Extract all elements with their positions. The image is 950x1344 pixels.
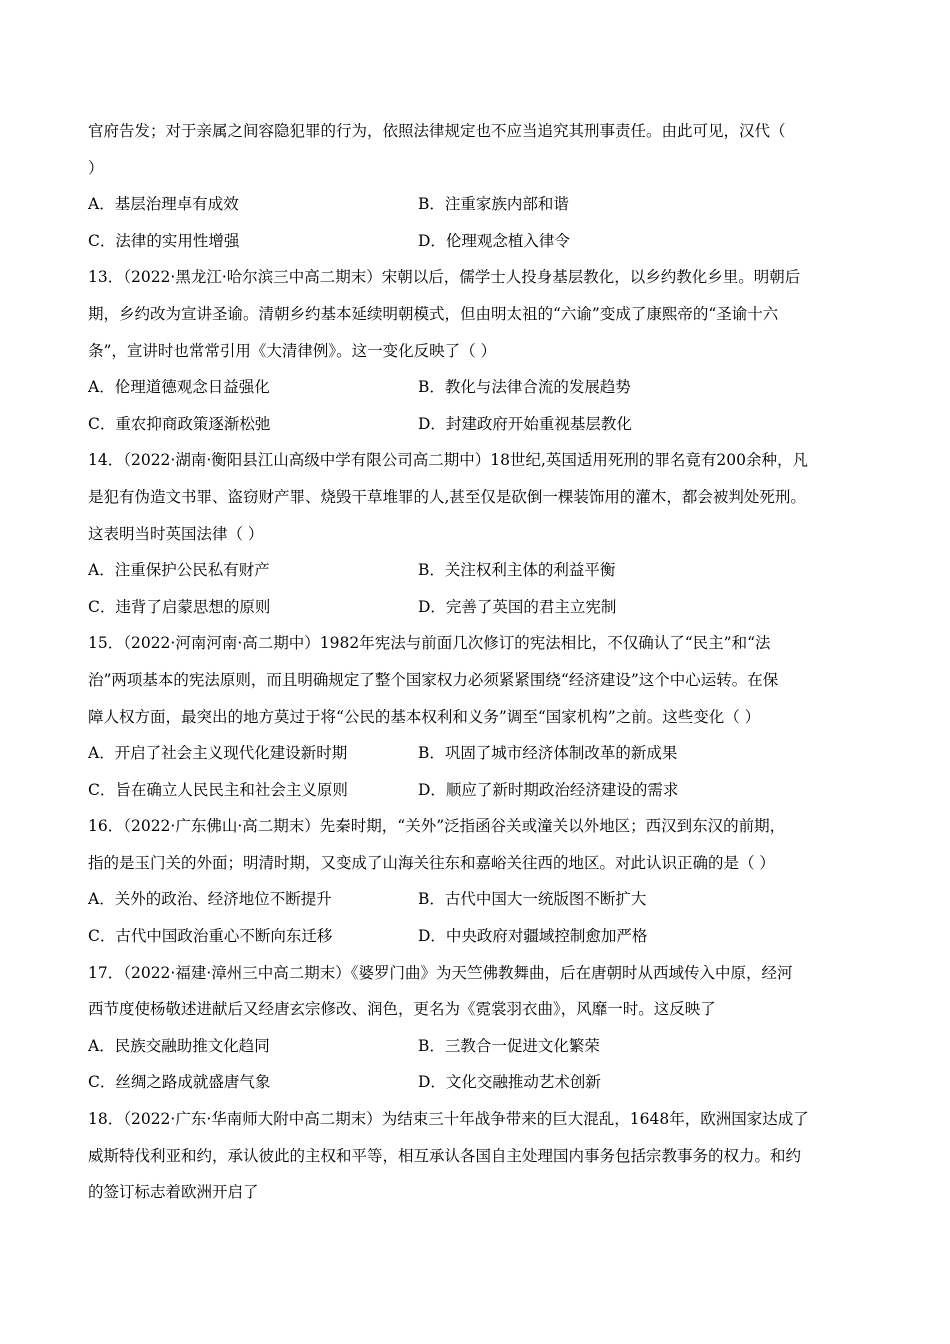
question-stem-line: 13．（2022·黑龙江·哈尔滨三中高二期末）宋朝以后，儒学士人投身基层教化，以乡约教化乡里。明朝后 <box>88 268 801 287</box>
option-a: A．民族交融助推文化趋同 <box>88 1036 270 1055</box>
option-b: B．古代中国大一统版图不断扩大 <box>418 890 647 909</box>
option-b: B．教化与法律合流的发展趋势 <box>418 378 631 397</box>
option-d: D．封建政府开始重视基层教化 <box>418 414 632 433</box>
option-c: C．古代中国政治重心不断向东迁移 <box>88 927 333 946</box>
question-stem-line: ） <box>88 158 104 177</box>
option-d: D．顺应了新时期政治经济建设的需求 <box>418 780 679 799</box>
option-row <box>88 881 868 918</box>
option-b: B．巩固了城市经济体制改革的新成果 <box>418 744 678 763</box>
question-stem-line: 障人权方面，最突出的地方莫过于将“公民的基本权利和义务”调至“国家机构”之前。这些变化（ ） <box>88 707 761 726</box>
option-a: A．注重保护公民私有财产 <box>88 561 270 580</box>
question-stem-line: 官府告发；对于亲属之间容隐犯罪的行为，依照法律规定也不应当追究其刑事责任。由此可见，汉代（ <box>88 122 786 140</box>
question-stem-line: 治”两项基本的宪法原则，而且明确规定了整个国家权力必须紧紧围绕“经济建设”这个中心运转。在保 <box>88 670 779 689</box>
option-row <box>88 1064 868 1101</box>
option-b: B．关注权利主体的利益平衡 <box>418 561 616 580</box>
option-c: C．重农抑商政策逐渐松弛 <box>88 414 271 433</box>
option-a: A．关外的政治、经济地位不断提升 <box>88 890 332 909</box>
option-c: C．丝绸之路成就盛唐气象 <box>88 1073 271 1092</box>
question-stem-line: 条”，宣讲时也常常引用《大清律例》。这一变化反映了（ ） <box>88 341 497 360</box>
question-stem-line: 西节度使杨敬述进献后又经唐玄宗修改、润色，更名为《霓裳羽衣曲》，风靡一时。这反映了 <box>88 1000 716 1019</box>
option-d: D．中央政府对疆域控制愈加严格 <box>418 927 648 946</box>
option-row <box>88 406 868 443</box>
option-row <box>88 1028 868 1065</box>
option-d: D．文化交融推动艺术创新 <box>418 1073 601 1092</box>
option-a: A．开启了社会主义现代化建设新时期 <box>88 744 348 763</box>
option-c: C．旨在确立人民民主和社会主义原则 <box>88 780 348 799</box>
question-stem-line: 17．（2022·福建·漳州三中高二期末）《婆罗门曲》为天竺佛教舞曲，后在唐朝时从西域传入中原，经河 <box>88 963 793 982</box>
option-a: A．基层治理卓有成效 <box>88 195 239 214</box>
question-12-tail <box>88 113 868 259</box>
question-stem-line: 期，乡约改为宣讲圣谕。清朝乡约基本延续明朝模式，但由明太祖的“六谕”变成了康熙帝的“圣谕十六 <box>88 304 779 323</box>
question-stem-line: 14．（2022·湖南·衡阳县江山高级中学有限公司高二期中）18世纪,英国适用死刑的罪名竟有200余种，凡 <box>88 451 809 470</box>
question-15 <box>88 625 868 808</box>
question-stem-line: 16．（2022·广东佛山·高二期末）先秦时期，“关外”泛指函谷关或潼关以外地区；西汉到东汉的前期， <box>88 817 786 836</box>
question-16 <box>88 808 868 954</box>
option-row <box>88 369 868 406</box>
option-a: A．伦理道德观念日益强化 <box>88 378 270 397</box>
option-row <box>88 552 868 589</box>
question-stem-line: 威斯特伐利亚和约，承认彼此的主权和平等，相互承认各国自主处理国内事务包括宗教事务的权力。和约 <box>88 1146 802 1165</box>
exam-page <box>88 113 868 1211</box>
option-b: B．注重家族内部和谐 <box>418 195 569 214</box>
question-stem-line: 18．（2022·广东·华南师大附中高二期末）为结束三十年战争带来的巨大混乱，1648年，欧洲国家达成了 <box>88 1110 809 1129</box>
question-stem-line: 这表明当时英国法律（ ） <box>88 524 264 543</box>
option-c: C．违背了启蒙思想的原则 <box>88 597 271 616</box>
question-stem-line: 15．（2022·河南河南·高二期中）1982年宪法与前面几次修订的宪法相比，不仅确认了“民主”和“法 <box>88 634 771 653</box>
option-d: D．完善了英国的君主立宪制 <box>418 597 617 616</box>
option-row <box>88 186 868 223</box>
option-row <box>88 223 868 260</box>
question-14 <box>88 442 868 625</box>
option-c: C．法律的实用性增强 <box>88 231 240 250</box>
option-b: B．三教合一促进文化繁荣 <box>418 1036 600 1055</box>
question-13 <box>88 259 868 442</box>
question-stem-line: 的签订标志着欧洲开启了 <box>88 1183 259 1202</box>
option-row <box>88 772 868 809</box>
option-row <box>88 735 868 772</box>
question-17 <box>88 955 868 1101</box>
option-d: D．伦理观念植入律令 <box>418 231 570 250</box>
question-stem-line: 指的是玉门关的外面；明清时期，又变成了山海关往东和嘉峪关往西的地区。对此认识正确的是（ ） <box>88 853 775 872</box>
option-row <box>88 918 868 955</box>
option-row <box>88 589 868 626</box>
question-18 <box>88 1101 868 1211</box>
question-stem-line: 是犯有伪造文书罪、盗窃财产罪、烧毁干草堆罪的人,甚至仅是砍倒一棵装饰用的灌木，都会被判处死刑。 <box>88 487 806 506</box>
